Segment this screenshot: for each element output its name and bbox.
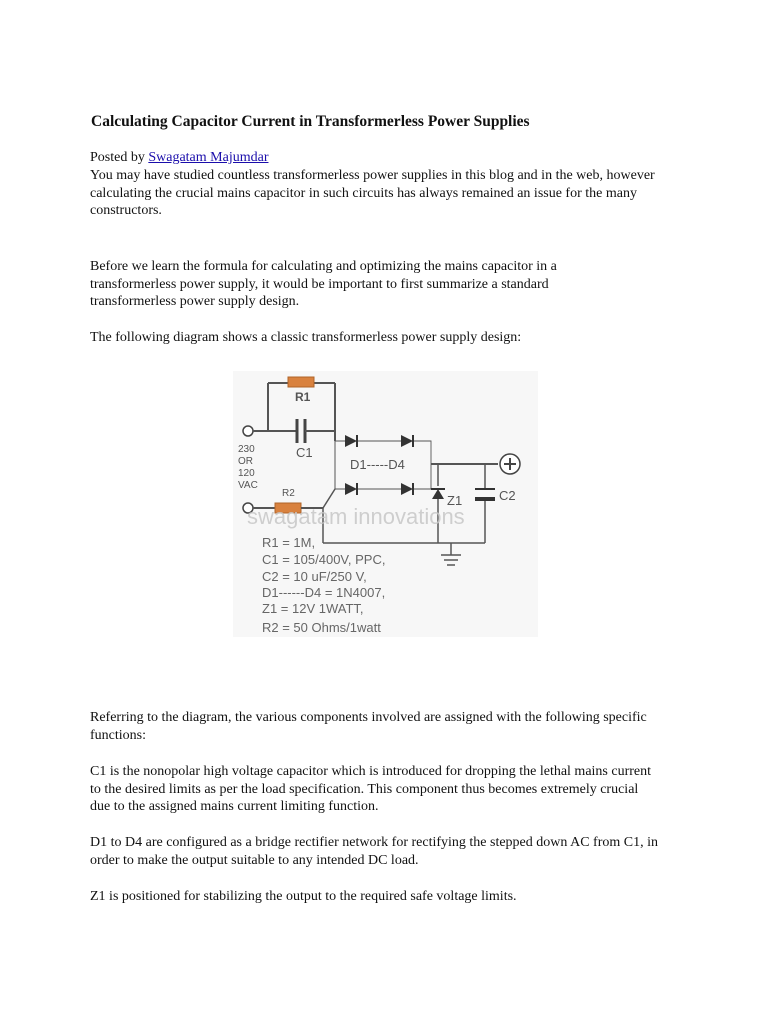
paragraph-following: The following diagram shows a classic transformerless power supply design: (90, 330, 522, 345)
spec-r1: R1 = 1M, (262, 535, 316, 550)
label-c2: C2 (499, 488, 516, 503)
paragraph-referring: Referring to the diagram, the various components involved are assigned with the following specific functions: (90, 710, 647, 743)
capacitor-c2-plate (475, 497, 495, 501)
spec-r2: R2 = 50 Ohms/1watt (262, 620, 381, 635)
watermark: swagatam innovations (247, 504, 465, 529)
author-link[interactable]: Swagatam Majumdar (148, 150, 269, 165)
label-vac-230: 230 (238, 444, 255, 455)
article-title: Calculating Capacitor Current in Transformerless Power Supplies (91, 113, 530, 130)
paragraph-z1: Z1 is positioned for stabilizing the output to the required safe voltage limits. (90, 889, 517, 904)
resistor-r1 (288, 377, 314, 387)
spec-z1: Z1 = 12V 1WATT, (262, 601, 364, 616)
label-vac: VAC (238, 480, 258, 491)
label-r1: R1 (295, 390, 311, 404)
label-vac-or: OR (238, 456, 253, 467)
label-z1: Z1 (447, 493, 463, 508)
paragraph-intro: You may have studied countless transformerless power supplies in this blog and in the web, however calculating the crucial mains capacitor in such circuits has always remained an issue for the many constructors. (90, 168, 655, 218)
byline (90, 149, 690, 167)
label-vac-120: 120 (238, 468, 255, 479)
paragraph-d1-d4: D1 to D4 are configured as a bridge rectifier network for rectifying the stepped down AC from C1, in order to make the output suitable to any intended DC load. (90, 835, 658, 868)
circuit-diagram (233, 371, 538, 637)
label-r2: R2 (282, 488, 295, 499)
label-d1-d4: D1-----D4 (350, 457, 405, 472)
byline-prefix: Posted by (90, 150, 149, 165)
spec-c1: C1 = 105/400V, PPC, (262, 552, 386, 567)
label-c1: C1 (296, 445, 313, 460)
spec-c2: C2 = 10 uF/250 V, (262, 569, 367, 584)
circuit-svg (233, 371, 538, 637)
paragraph-c1: C1 is the nonopolar high voltage capacitor which is introduced for dropping the lethal mains current to the desired limits as per the load specification. This component thus becomes extremely crucial due to the assigned mains current limiting function. (90, 764, 652, 814)
spec-d1-d4: D1------D4 = 1N4007, (262, 585, 386, 600)
paragraph-before: Before we learn the formula for calculating and optimizing the mains capacitor in a transformerless power supply, it would be important to first summarize a standard transformerless power supply design. (90, 259, 557, 309)
terminal-input-top (243, 426, 253, 436)
